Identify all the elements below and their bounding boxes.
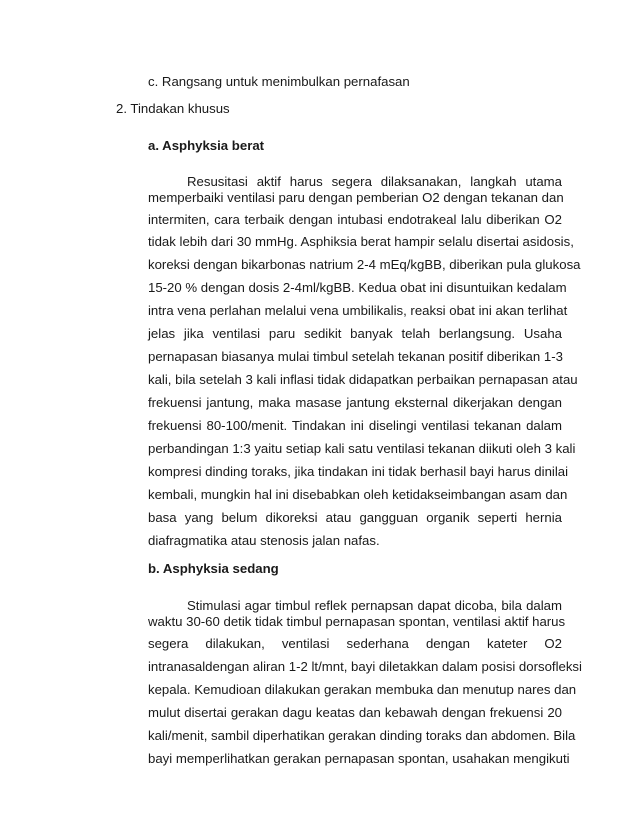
- text-line: tidak lebih dari 30 mmHg. Asphiksia berat hampir selalu disertai asidosis,: [148, 234, 574, 249]
- section-heading-2: 2. Tindakan khusus: [116, 101, 230, 116]
- text-line: jelas jika ventilasi paru sedikit banyak telah berlangsung. Usaha: [148, 326, 562, 341]
- text-line: Resusitasi aktif harus segera dilaksanakan, langkah utama: [187, 174, 562, 189]
- text-line: diafragmatika atau stenosis jalan nafas.: [148, 533, 380, 548]
- text-line: frekuensi jantung, maka masase jantung eksternal dikerjakan dengan: [148, 395, 562, 410]
- list-item-c: c. Rangsang untuk menimbulkan pernafasan: [148, 74, 410, 89]
- text-line: kali/menit, sambil diperhatikan gerakan dinding toraks dan abdomen. Bila: [148, 728, 576, 743]
- text-line: kepala. Kemudioan dilakukan gerakan membuka dan menutup nares dan: [148, 682, 577, 697]
- text-line: kompresi dinding toraks, jika tindakan ini tidak berhasil bayi harus dinilai: [148, 464, 569, 479]
- text-line: memperbaiki ventilasi paru dengan pemberian O2 dengan tekanan dan: [148, 190, 564, 205]
- text-line: intra vena perlahan melalui vena umbilikalis, reaksi obat ini akan terlihat: [148, 303, 568, 318]
- text-line: Stimulasi agar timbul reflek pernapsan dapat dicoba, bila dalam: [187, 598, 562, 613]
- text-line: basa yang belum dikoreksi atau gangguan organik seperti hernia: [148, 510, 562, 525]
- subheading-a: a. Asphyksia berat: [148, 138, 265, 153]
- text-line: intranasaldengan aliran 1-2 lt/mnt, bayi diletakkan dalam posisi dorsofleksi: [148, 659, 582, 674]
- text-line: bayi memperlihatkan gerakan pernapasan spontan, usahakan mengikuti: [148, 751, 570, 766]
- text-line: segera dilakukan, ventilasi sederhana dengan kateter O2: [148, 636, 562, 651]
- text-line: perbandingan 1:3 yaitu setiap kali satu ventilasi tekanan diikuti oleh 3 kali: [148, 441, 576, 456]
- text-line: mulut disertai gerakan dagu keatas dan kebawah dengan frekuensi 20: [148, 705, 562, 720]
- text-line: 15-20 % dengan dosis 2-4ml/kgBB. Kedua obat ini disuntuikan kedalam: [148, 280, 567, 295]
- text-line: pernapasan biasanya mulai timbul setelah tekanan positif diberikan 1-3: [148, 349, 563, 364]
- subheading-b: b. Asphyksia sedang: [148, 561, 279, 576]
- text-line: kali, bila setelah 3 kali inflasi tidak didapatkan perbaikan pernapasan atau: [148, 372, 578, 387]
- text-line: waktu 30-60 detik tidak timbul pernapasan spontan, ventilasi aktif harus: [148, 614, 566, 629]
- text-line: frekuensi 80-100/menit. Tindakan ini diselingi ventilasi tekanan dalam: [148, 418, 562, 433]
- text-line: koreksi dengan bikarbonas natrium 2-4 mEq/kgBB, diberikan pula glukosa: [148, 257, 581, 272]
- text-line: intermiten, cara terbaik dengan intubasi endotrakeal lalu diberikan O2: [148, 212, 562, 227]
- text-line: kembali, mungkin hal ini disebabkan oleh ketidakseimbangan asam dan: [148, 487, 568, 502]
